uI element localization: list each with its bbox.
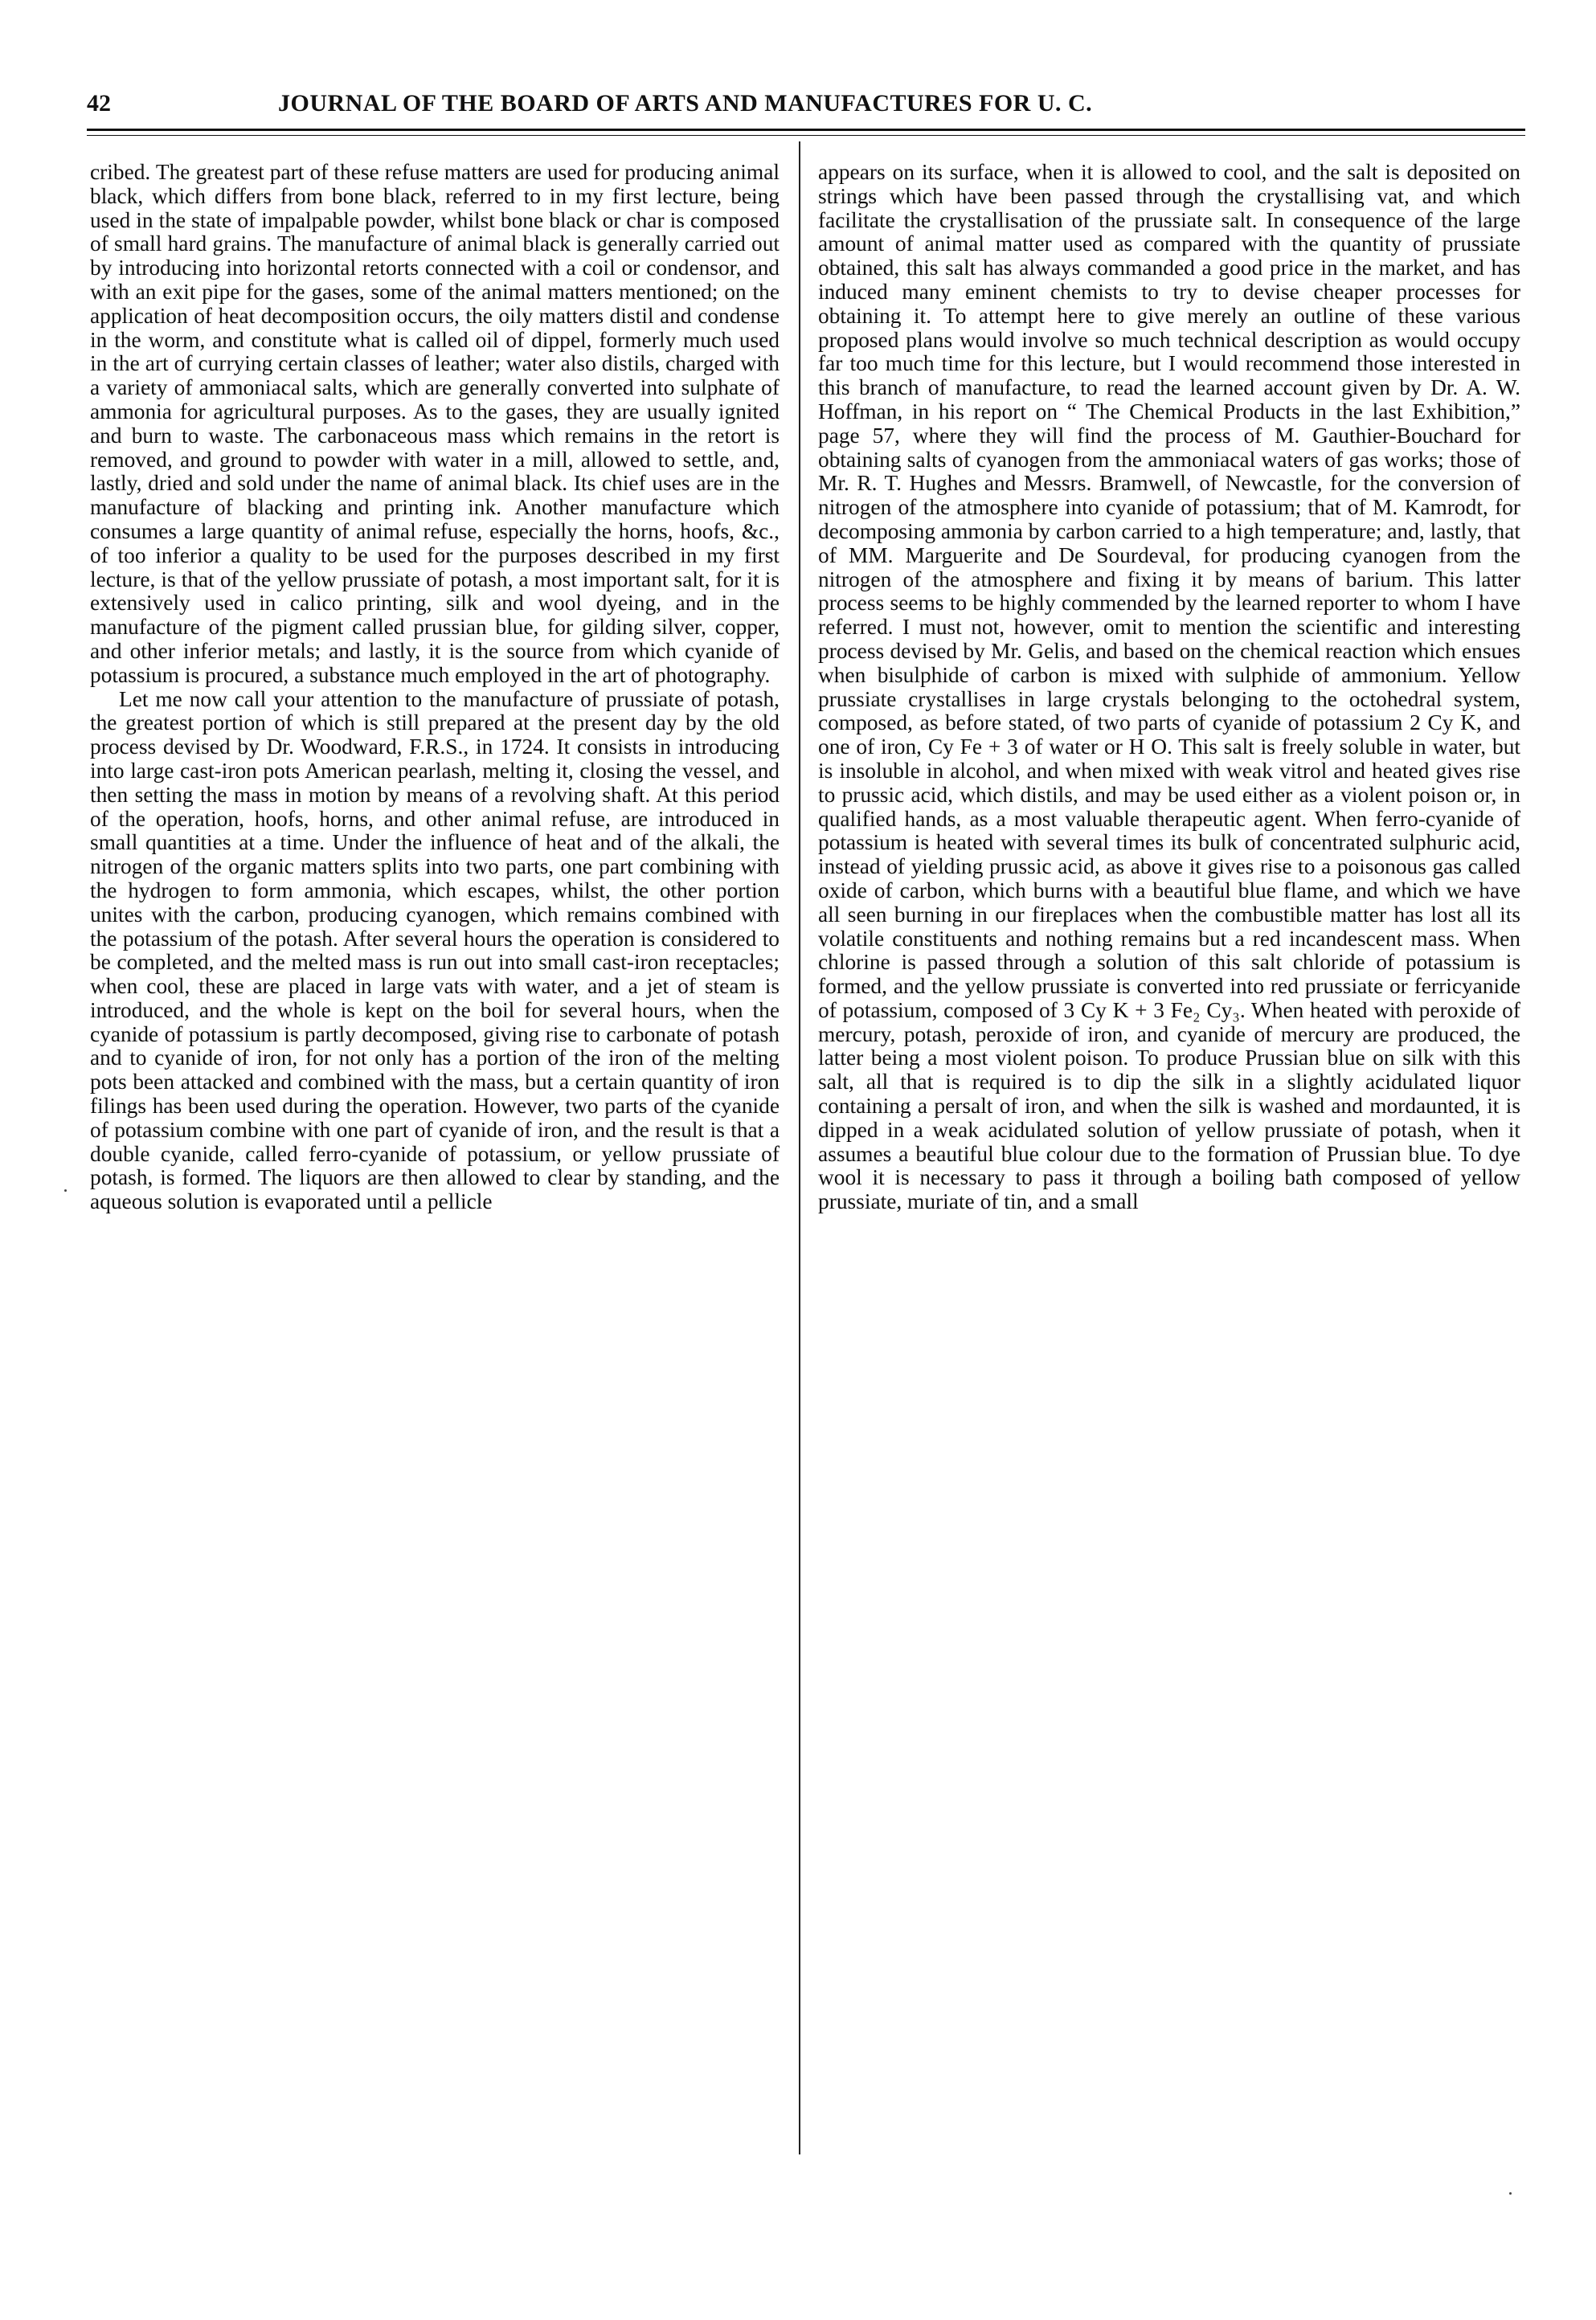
column-divider bbox=[799, 141, 800, 2154]
header-rule-thick bbox=[87, 129, 1525, 131]
page-number: 42 bbox=[87, 90, 111, 117]
header-rule-thin bbox=[87, 135, 1525, 136]
left-column bbox=[90, 161, 780, 1214]
page-speck bbox=[1509, 2192, 1512, 2195]
running-head: JOURNAL OF THE BOARD OF ARTS AND MANUFACTURES FOR U. C. bbox=[278, 90, 1093, 117]
page-header bbox=[87, 90, 1525, 138]
left-paragraph-2: Let me now call your attention to the manufacture of prussiate of potash, the greatest portion of which is still prepared at the present day by the old process devised by Dr. Woodward, F.R.S., in 1724. It consists in introducing into large cast-iron pots American pearlash, melting it, closing the vessel, and then setting the mass in motion by means of a revolving shaft. At this period of the operation, hoofs, horns, and other animal refuse, are introduced in small quantities at a time. Under the influence of heat and of the alkali, the nitrogen of the organic matters splits into two parts, one part combining with the hydrogen to form ammonia, which escapes, whilst, the other portion unites with the carbon, producing cyanogen, which remains combined with the potassium of the potash. After several hours the operation is considered to be completed, and the melted mass is run out into small cast-iron receptacles; when cool, these are placed in large vats with water, and a jet of steam is introduced, and the whole is kept on the boil for several hours, when the cyanide of potassium is partly decomposed, giving rise to carbonate of potash and to cyanide of iron, for not only has a portion of the iron of the melting pots been attacked and combined with the mass, but a certain quantity of iron filings has been used during the operation. However, two parts of the cyanide of potassium combine with one part of cyanide of iron, and the result is that a double cyanide, called ferro-cyanide of potassium, or yellow prussiate of potash, is formed. The liquors are then allowed to clear by standing, and the aqueous solution is evaporated until a pellicle bbox=[90, 686, 780, 1214]
page-speck bbox=[64, 1189, 67, 1192]
right-paragraph-1: appears on its surface, when it is allowed to cool, and the salt is deposited on strings which have been passed through the crystallising vat, and which facilitate the crystallisation of the prussiate salt. In consequence of the large amount of animal matter used as compared with the quantity of prussiate obtained, this salt has always commanded a good price in the market, and has induced many eminent chemists to try to devise cheaper processes for obtaining it. To attempt here to give merely an outline of these various proposed plans would involve so much technical description as would occupy far too much time for this lecture, but I would recommend those interested in this branch of manufacture, to read the learned account given by Dr. A. W. Hoffman, in his report on “ The Chemical Products in the last Exhibition,” page 57, where they will find the process of M. Gauthier-Bouchard for obtaining salts of cyanogen from the ammoniacal waters of gas works; those of Mr. R. T. Hughes and Messrs. Bramwell, of Newcastle, for the conversion of nitrogen of the atmosphere into cyanide of potassium; that of M. Kamrodt, for decomposing ammonia by carbon carried to a high temperature; and, lastly, that of MM. Marguerite and De Sourdeval, for producing cyanogen from the nitrogen of the atmosphere and fixing it by means of barium. This latter process seems to be highly commended by the learned reporter to whom I have referred. I must not, however, omit to mention the scientific and interesting process devised by Mr. Gelis, and based on the chemical reaction which ensues when bisulphide of carbon is mixed with sulphide of ammonium. Yellow prussiate crystallises in large crystals belonging to the octohedral system, composed, as before stated, of two parts of cyanide of potassium 2 Cy K, and one of iron, Cy Fe + 3 of water or H O. This salt is freely soluble in water, but is insoluble in alcohol, and when mixed with weak vitrol and heated gives rise to prussic acid, which distils, and may be used either as a violent poison or, in qualified hands, as a most valuable therapeutic agent. When ferro-cyanide of potassium is heated with several times its bulk of concentrated sulphuric acid, instead of yielding prussic acid, as above it gives rise to a poisonous gas called oxide of carbon, which burns with a beautiful blue flame, and which we have all seen burning in our fireplaces when the combustible matter has lost all its volatile constituents and nothing remains but a red incandescent mass. When chlorine is passed through a solution of this salt chloride of potassium is formed, and the yellow prussiate is converted into red prussiate or ferricyanide of potassium, composed of 3 Cy K + 3 Fe₂ Cy₃. When heated with peroxide of mercury, potash, peroxide of iron, and cyanide of mercury are produced, the latter being a most violent poison. To produce Prussian blue on silk with this salt, all that is required is to dip the silk in a slightly acidulated liquor containing a persalt of iron, and when the silk is washed and mordaunted, it is dipped in a weak acidulated solution of yellow prussiate of potash, when it assumes a beautiful blue colour due to the formation of Prussian blue. To dye wool it is necessary to pass it through a boiling bath composed of yellow prussiate, muriate of tin, and a small bbox=[818, 160, 1520, 1214]
left-paragraph-1: cribed. The greatest part of these refuse matters are used for producing animal black, which differs from bone black, referred to in my first lecture, being used in the state of impalpable powder, whilst bone black or char is composed of small hard grains. The manufacture of animal black is generally carried out by introducing into horizontal retorts connected with a coil or condensor, and with an exit pipe for the gases, some of the animal matters mentioned; on the application of heat decomposition occurs, the oily matters distil and condense in the worm, and constitute what is called oil of dippel, formerly much used in the art of currying certain classes of leather; water also distils, charged with a variety of ammoniacal salts, which are generally converted into sulphate of ammonia for agricultural purposes. As to the gases, they are usually ignited and burn to waste. The carbonaceous mass which remains in the retort is removed, and ground to powder with water in a mill, allowed to settle, and, lastly, dried and sold under the name of animal black. Its chief uses are in the manufacture of blacking and printing ink. Another manufacture which consumes a large quantity of animal refuse, especially the horns, hoofs, &c., of too inferior a quality to be used for the purposes described in my first lecture, is that of the yellow prussiate of potash, a most important salt, for it is extensively used in calico printing, silk and wool dyeing, and in the manufacture of the pigment called prussian blue, for gilding silver, copper, and other inferior metals; and lastly, it is the source from which cyanide of potassium is procured, a substance much employed in the art of photography. bbox=[90, 160, 780, 687]
right-column bbox=[818, 161, 1520, 1214]
